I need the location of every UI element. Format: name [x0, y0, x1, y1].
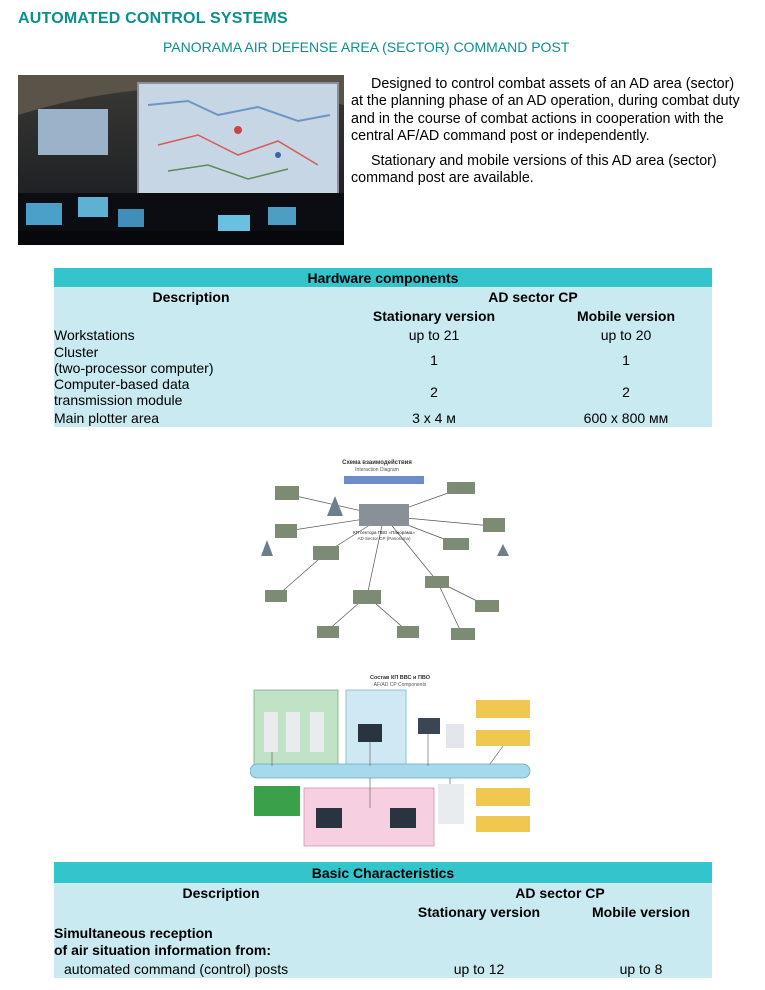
workstation-monitor: [418, 718, 440, 734]
intro-paragraph-1: Designed to control combat assets of an AD area (sector) at the planning phase of an AD operation, during combat duty and in the course of combat actions in cooperation with the central AF/AD command post or independently.: [351, 76, 740, 144]
table-header-row: [54, 883, 712, 902]
workstation-monitor: [390, 808, 416, 828]
server-cabinet: [438, 784, 464, 824]
page-title: AUTOMATED CONTROL SYSTEMS: [18, 10, 288, 27]
row-mobile-value: 600 x 800 мм: [583, 409, 669, 426]
row-description-line-1: Cluster: [54, 344, 99, 360]
table-row: [54, 376, 712, 408]
diagram2-title: Состав КП ВВС и ПВО: [369, 675, 431, 681]
row-description: automated command (control) posts: [64, 960, 289, 977]
diagram-title: Схема взаимодействия: [342, 460, 412, 466]
table-title: Hardware components: [54, 268, 712, 287]
external-box: [254, 786, 300, 816]
table-header-row: [54, 306, 712, 325]
row-description-line-2: transmission module: [54, 392, 183, 408]
column-header-group: AD sector CP: [488, 288, 578, 305]
external-box: [476, 788, 530, 806]
intro-paragraph-2: Stationary and mobile versions of this AD area (sector) command post are available.: [351, 153, 717, 187]
row-description-line-1: Computer-based data: [54, 376, 190, 392]
table-row: [54, 408, 712, 427]
network-bus: [250, 764, 530, 778]
column-header-mobile: Mobile version: [576, 307, 676, 324]
hardware-components-table: [54, 268, 712, 427]
table-header-row: [54, 287, 712, 306]
column-header-group: AD sector CP: [515, 884, 605, 901]
workstation-monitor: [316, 808, 342, 828]
row-mobile-value: 1: [622, 352, 630, 368]
diagram-center-label: КП сектора ПВО «Панорама»: [353, 530, 415, 535]
row-description-line-2: (two-processor computer): [54, 360, 214, 376]
table-title-row: [54, 268, 712, 287]
row-stationary-value: up to 12: [453, 960, 505, 977]
table-title: Basic Characteristics: [54, 862, 712, 883]
table-header-row: [54, 902, 712, 921]
table-row: [54, 344, 712, 376]
row-stationary-value: up to 21: [408, 326, 460, 343]
server-cabinet: [264, 712, 278, 752]
row-stationary-value: 3 x 4 м: [412, 409, 456, 426]
table-title-row: [54, 862, 712, 883]
intro-text: [351, 76, 746, 196]
table-row: [54, 959, 712, 978]
column-header-stationary: Stationary version: [417, 903, 541, 920]
diagram-header-bar: [344, 476, 424, 484]
table-row: [54, 921, 712, 959]
row-stationary-value: 1: [430, 352, 438, 368]
row-mobile-value: up to 8: [619, 960, 663, 977]
row-mobile-value: 2: [622, 384, 630, 400]
diagram-subtitle: Interaction Diagram: [355, 467, 399, 473]
row-description: Workstations: [54, 326, 135, 343]
basic-characteristics-table: [54, 862, 712, 978]
group-label: [54, 921, 712, 959]
cp-components-diagram: [250, 672, 562, 852]
row-description: [54, 376, 328, 408]
diagram-center-label-en: AD Sector CP (Panorama): [357, 536, 411, 541]
column-header-mobile: Mobile version: [591, 903, 691, 920]
diagram2-subtitle: AF/AD CP Components: [373, 682, 427, 688]
group-label-line-2: of air situation information from:: [54, 942, 271, 958]
column-header-description: Description: [182, 884, 260, 901]
command-post-photo: [18, 75, 344, 245]
diagram-central-truck: [359, 504, 409, 526]
external-box: [476, 700, 530, 718]
workstation-monitor: [358, 724, 382, 742]
column-header-stationary: Stationary version: [372, 307, 496, 324]
row-description: Main plotter area: [54, 409, 160, 426]
column-header-description: Description: [152, 288, 230, 305]
server-cabinet: [310, 712, 324, 752]
printer: [446, 724, 464, 748]
server-cabinet: [286, 712, 300, 752]
row-mobile-value: up to 20: [600, 326, 652, 343]
group-label-line-1: Simultaneous reception: [54, 925, 213, 941]
row-description: [54, 344, 328, 376]
external-box: [476, 730, 530, 746]
interaction-diagram: [247, 456, 521, 652]
table-row: [54, 325, 712, 344]
external-box: [476, 816, 530, 832]
section-subtitle: PANORAMA AIR DEFENSE AREA (SECTOR) COMMAND POST: [163, 39, 570, 55]
row-stationary-value: 2: [430, 384, 438, 400]
